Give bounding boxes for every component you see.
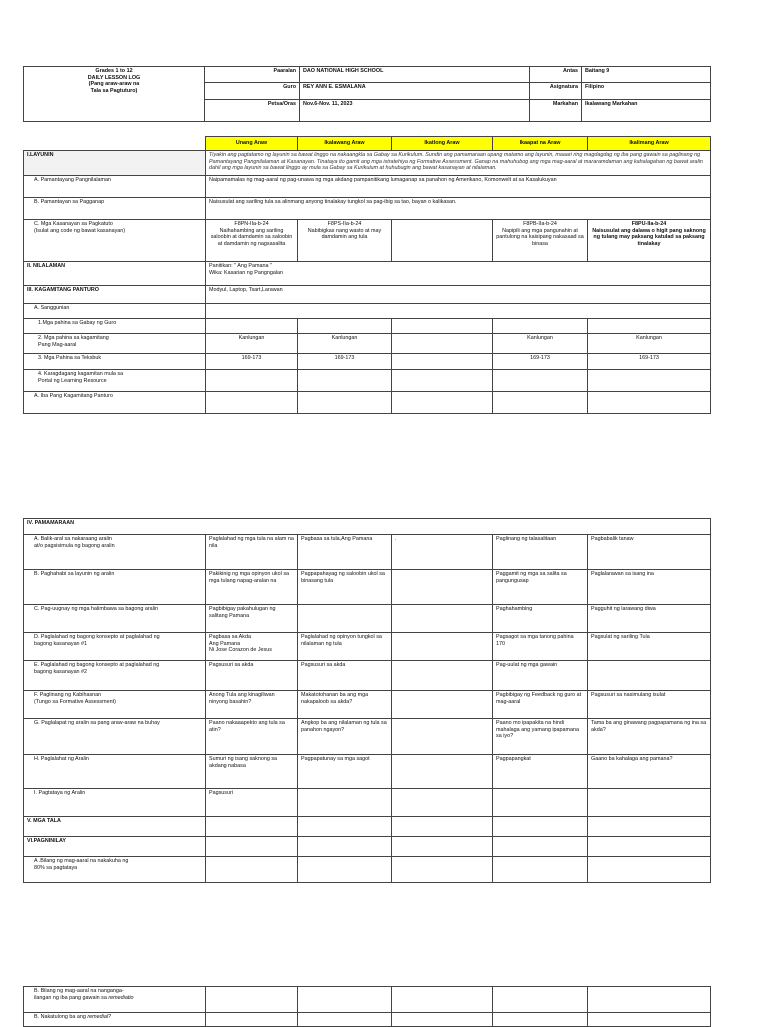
iba-pang-kagamitan-label: A. Iba Pang Kagamitang Panturo [24,392,206,414]
kasanayan-cell-2: F8PS-IIa-b-24 Nabibigkas nang wasto at may damdamin ang tula [298,220,392,262]
pamamaraan-row-b-cell [392,570,493,605]
pahina-mag-aaral-cell-3 [392,334,493,354]
pamamaraan-row-a-label: A. Balik-aral sa nakaraang aralin at/o pagsisimula ng bagong aralin [24,535,206,570]
pamamaraan-row-c-label: C. Pag-uugnay ng mga halimbawa sa bagong aralin [24,605,206,633]
label-markahan: Markahan [530,100,582,122]
pamamaraan-row-d-label: D. Paglalahad ng bagong konsepto at paglalahad ng bagong kasanayan #1 [24,633,206,661]
bilang-80-label: A .Bilang ng mag-aaral na nakakuha ng 80% sa pagtataya [24,857,206,883]
dll-title: Grades 1 to 12 DAILY LESSON LOG (Pang araw-araw na Tala sa Pagtuturo) [24,67,205,122]
pamamaraan-row-a-cell: Pagbasa sa tula,Ang Pamana [298,535,392,570]
remedial-helpful-text: B. Nakatulong ba ang [34,1014,88,1020]
pamamaraan-row-g-label: G. Paglalapat ng aralin sa pang araw-araw na buhay [24,719,206,755]
label-paaralan: Paaralan [205,67,300,83]
remediation-needed-text: B. Bilang ng mag-aaral na nanganga- ilangan ng iba pang gawain sa [34,988,124,1001]
pagninilay-label: VI.PAGNINILAY [24,837,206,857]
pahina-mag-aaral-cell-5: Kanlungan [588,334,711,354]
pahina-mag-aaral-cell-1: Kanlungan [206,334,298,354]
value-markahan: Ikalawang Markahan [582,100,711,122]
pamamaraan-row-i-cell [298,789,392,817]
nilalaman-label: II. NILALAMAN [24,262,206,286]
day-header-2: Ikalawang Araw [298,137,392,151]
remediation-needed-label [24,987,206,1013]
pamamaraan-row-g-cell: Tama ba ang ginawang pagpapamana ng ina sa akda? [588,719,711,755]
pamamaraan-row-c-cell: Pagguhit ng larawang diwa [588,605,711,633]
pamamaraan-row-b-cell: Pagpapahayag ng saloobin ukol sa binasang tula [298,570,392,605]
pamamaraan-row-f-label: F. Paglinang ng Kabihasnan (Tungo sa Formative Assessment) [24,691,206,719]
kasanayan-cell-1: F8PN-IIa-b-24 Naihahambing ang sariling saloobin at damdamin sa saloobin at damdamin ng nagsasalita [206,220,298,262]
pamamaraan-row-d-cell: Pagsagot sa mga tanong pahina 170 [493,633,588,661]
label-antas: Antas [530,67,582,83]
kasanayan-label: C. Mga Kasanayan sa Pagkatuto (Isulat ang code ng bawat kasanayan) [24,220,206,262]
pahina-mag-aaral-cell-4: Kanlungan [493,334,588,354]
pamamaraan-row-g-cell: Paano nakaaapekto ang tula sa atin? [206,719,298,755]
day-header-5: Ikalimang Araw [588,137,711,151]
sanggunian-label: A. Sanggunian [24,304,206,319]
nilalaman-text: Panitikan: " Ang Pamana " Wika: Kasarian ng Pangngalan [206,262,711,286]
gabay-guro-label: 1.Mga pahina sa Gabay ng Guro [24,319,206,334]
pamamaraan-row-i-label: I. Pagtataya ng Aralin [24,789,206,817]
pamamaraan-row-a-cell: . [392,535,493,570]
pamamaraan-row-h-cell [392,755,493,789]
pahina-mag-aaral-cell-2: Kanlungan [298,334,392,354]
value-antas: Baitang 9 [582,67,711,83]
pamamaraan-row-e-label: E. Paglalahad ng bagong konsepto at paglalahad ng bagong kasanayan #2 [24,661,206,691]
pamamaraan-row-e-cell [392,661,493,691]
pamamaraan-row-b-label: B. Paghahabi sa layunin ng aralin [24,570,206,605]
pamamaraan-row-f-cell: Pagbibigay ng Feedback ng guro at mag-aaral [493,691,588,719]
remedial-helpful-label [24,1013,206,1027]
pamamaraan-row-d-cell: Pagbasa sa Akda Ang Pamana Ni Jose Corazon de Jesus [206,633,298,661]
pamantayan-pagganap-label: B. Pamantayan sa Pagganap [24,198,206,220]
layunin-label: I.LAYUNIN [24,151,206,176]
pamamaraan-row-g-cell: Angkop ba ang nilalaman ng tula sa panahon ngayon? [298,719,392,755]
remedial-helpful-em: remedial? [87,1014,112,1020]
teksbuk-cell-3 [392,354,493,370]
kagamitan-text: Modyul, Laptop, Tsart,Larawan [206,286,711,304]
layunin-text: Tiyakin ang pagtatamo ng layunin sa bawat linggo na nakaangkla sa Gabay sa Kurikulum. Sundin ang pamamaraan upang matamo ang layunin, maaari ring magdagdag ng iba pang gawain sa paglinang ng Pamantayang Pangnilalaman at Kasanayan. Tinataya ito gamit ang mga istratehiya ng Formative Assessment. Ganap na mahuhubog ang mga mag-aaral at mararamdaman ang kahalagahan ng bawat aralin dahil ang mga layunin sa bawat linggo ay mula sa Gabay sa Kurikulum at huhubugin ang bawat kasanayan at nilalaman. [206,151,711,176]
kasanayan-cell-4: F8PB-IIa-b-24 Napipili ang mga pangunahin at pantulong na kaisipang nakasaad sa binasa [493,220,588,262]
pamamaraan-row-e-cell: Pagsusuri sa akda [206,661,298,691]
pamamaraan-row-b-cell: Paglalarawan sa isang ina [588,570,711,605]
lesson-table-2 [23,518,711,883]
pahina-mag-aaral-label: 2. Mga pahina sa kagamitang Pang Mag-aaral [24,334,206,354]
pamamaraan-row-d-cell [392,633,493,661]
pamamaraan-row-f-cell [392,691,493,719]
pamamaraan-row-a-cell: Paglinang ng talasalitaan [493,535,588,570]
portal-label: 4. Karagdagang kagamitan mula sa Portal ng Learning Resource [24,370,206,392]
teksbuk-label: 3. Mga Pahina sa Teksbuk [24,354,206,370]
lesson-table-1 [23,136,711,414]
pamantayang-pangnilalaman-label: A. Pamantayang Pangnilalaman [24,176,206,198]
pamamaraan-row-e-cell: Pag-uulat ng mga gawain [493,661,588,691]
remediation-needed-em: remediatio [108,994,134,1001]
day-header-4: Ikaapat na Araw [493,137,588,151]
teksbuk-cell-4: 169-173 [493,354,588,370]
header-table [23,66,711,122]
label-guro: Guro [205,83,300,100]
day-header-1: Unang Araw [206,137,298,151]
pamamaraan-row-e-cell [588,661,711,691]
pamamaraan-row-h-label: H. Paglalahat ng Aralin [24,755,206,789]
pamamaraan-row-h-cell: Sumuri ng isang saknong sa akdang nabasa [206,755,298,789]
pamamaraan-row-i-cell [392,789,493,817]
mga-tala-label: V. MGA TALA [24,817,206,837]
kasanayan-cell-5: F8PU-IIa-b-24 Naisusulat ang dalawa o higit pang saknong ng tulang may paksang katulad sa paksang tinalakay [588,220,711,262]
pamamaraan-row-h-cell: Pagpapatunay sa mga sagot [298,755,392,789]
pamantayang-pangnilalaman-text: Naipamamalas ng mag-aaral ng pag-unawa ng mga akdang pampanitikang lumaganap sa panahon ng Amerikano, Komonwelt at sa Kasalukuyan [206,176,711,198]
pamamaraan-row-i-cell [493,789,588,817]
pamamaraan-row-g-cell [392,719,493,755]
teksbuk-cell-2: 169-173 [298,354,392,370]
pamantayan-pagganap-text: Naisusulat ang sariling tula sa alinmang anyong tinalakay tungkol sa pag-ibig sa tao, bayan o kalikasan. [206,198,711,220]
pamamaraan-row-c-cell: Paghahambing [493,605,588,633]
pamamaraan-row-f-cell: Makatotohanan ba ang mga nakapaloob sa akda? [298,691,392,719]
value-petsa: Nov.6-Nov. 11, 2023 [300,100,530,122]
pamamaraan-row-a-cell: Pagbabalik tanaw [588,535,711,570]
pamamaraan-row-a-cell: Paglalahad ng mga tula na alam na nila [206,535,298,570]
pamamaraan-row-c-cell [298,605,392,633]
kagamitan-label: III. KAGAMITANG PANTURO [24,286,206,304]
pamamaraan-row-i-cell: Pagsusuri [206,789,298,817]
pamamaraan-row-c-cell [392,605,493,633]
pamamaraan-row-f-cell: Anong Tula ang kinagiliwan ninyong basahin? [206,691,298,719]
pamamaraan-row-h-cell: Pagpapangkat [493,755,588,789]
pamamaraan-row-d-cell: Pagsulat ng sariling Tula [588,633,711,661]
kasanayan-cell-3 [392,220,493,262]
day-header-3: Ikatlong Araw [392,137,493,151]
value-asignatura: Filipino [582,83,711,100]
pamamaraan-row-g-cell: Paano mo ipapakita na hindi mahalaga ang yamang ipapamana sa iyo? [493,719,588,755]
lesson-table-3 [23,986,711,1027]
pamamaraan-row-e-cell: Pagsusuri sa akda [298,661,392,691]
pamamaraan-row-b-cell: Pakikinig ng mga opinyon ukol sa mga tulang napag-aralan na [206,570,298,605]
teksbuk-cell-1: 169-173 [206,354,298,370]
pamamaraan-row-f-cell: Pagsusuri sa nasimulang isulat [588,691,711,719]
pamamaraan-row-h-cell: Gaano ba kahalaga ang pamana? [588,755,711,789]
label-asignatura: Asignatura [530,83,582,100]
pamamaraan-row-c-cell: Pagbibigay pakahulugan ng salitang Pamana [206,605,298,633]
value-guro: REY ANN E. ESMALANA [300,83,530,100]
label-petsa: Petsa/Oras [205,100,300,122]
value-paaralan: DAO NATIONAL HIGH SCHOOL [300,67,530,83]
pamamaraan-row-d-cell: Paglalahad ng opinyon tungkol sa nilalaman ng tula [298,633,392,661]
teksbuk-cell-5: 169-173 [588,354,711,370]
pamamaraan-row-b-cell: Paggamit ng mga sa salita sa pangungusap [493,570,588,605]
pamamaraan-label: IV. PAMAMARAAN [24,519,711,535]
pamamaraan-row-i-cell [588,789,711,817]
